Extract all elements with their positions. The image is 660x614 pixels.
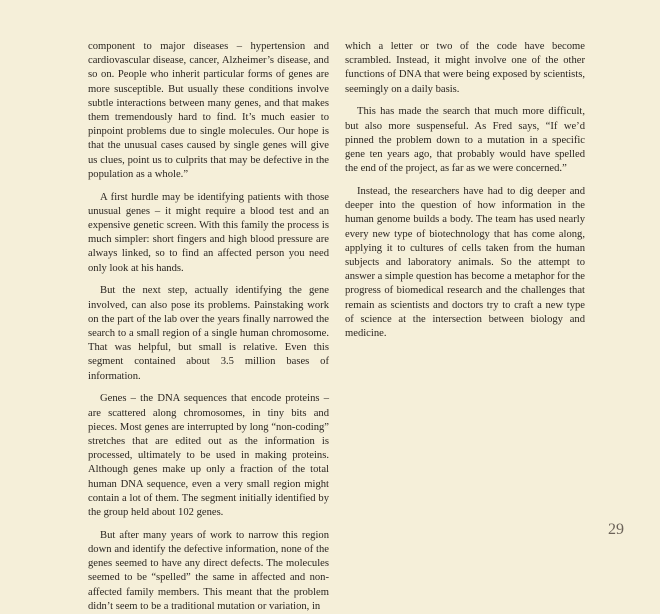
left-column: [88, 40, 329, 614]
page-number: 29: [608, 521, 624, 538]
paragraph: component to major diseases – hypertension and cardiovascular disease, cancer, Alzheimer’s disease, and so on. People who inherit particular forms of genes are more susceptible. But usually these conditions involve subtle interactions between many genes, and that makes them tremendously hard to find. It’s much easier to pinpoint problems due to single molecules. Our hope is that the unusual cases caused by single genes will give us clues, point us to culprits that may be defective in the population as a whole.”: [88, 41, 329, 180]
paragraph: But the next step, actually identifying the gene involved, can also pose its problems. Painstaking work on the part of the lab over the years finally narrowed the search to a small region of a single human chromosome. That was helpful, but small is relative. Even this segment contained about 3.5 million bases of information.: [88, 285, 329, 382]
paragraph: which a letter or two of the code have become scrambled. Instead, it might involve one of the other functions of DNA that were being exposed by scientists, seemingly on a daily basis.: [345, 41, 585, 95]
paragraph: But after many years of work to narrow this region down and identify the defective information, none of the genes seemed to have any direct defects. The molecules seemed to be “spelled” the same in affected and non-affected family members. This meant that the problem didn’t seem to be a traditional mutation or variation, in: [88, 529, 329, 612]
paragraph: A first hurdle may be identifying patients with those unusual genes – it might require a blood test and an expensive genetic screen. With this family the process is much simpler: short fingers and high blood pressure are always linked, so to find an affected person you need only look at his hands.: [88, 191, 329, 274]
paragraph: Instead, the researchers have had to dig deeper and deeper into the question of how information in the human genome builds a body. The team has used nearly every new type of biotechnology that has come along, applying it to cultures of cells taken from the human subjects and laboratory animals. So the attempt to answer a simple question has become a metaphor for the progress of biomedical research and the challenges that remain as scientists and doctors try to craft a new type of science at the intersection between biology and medicine.: [345, 186, 585, 340]
paragraph: Genes – the DNA sequences that encode proteins – are scattered along chromosomes, in tiny bits and pieces. Most genes are interrupted by long “non-coding” stretches that are edited out as the information is processed, ultimately to be used in making proteins. Although genes make up only a fraction of the total human DNA sequence, even a very small region might contain a lot of them. The segment initially identified by the group held about 102 genes.: [88, 393, 329, 519]
paragraph: This has made the search that much more difficult, but also more suspenseful. As Fred says, “If we’d pinned the problem down to a mutation in a specific gene ten years ago, that probably would have spelled the end of the project, as far as we were concerned.”: [345, 106, 585, 175]
right-column: [345, 40, 585, 341]
